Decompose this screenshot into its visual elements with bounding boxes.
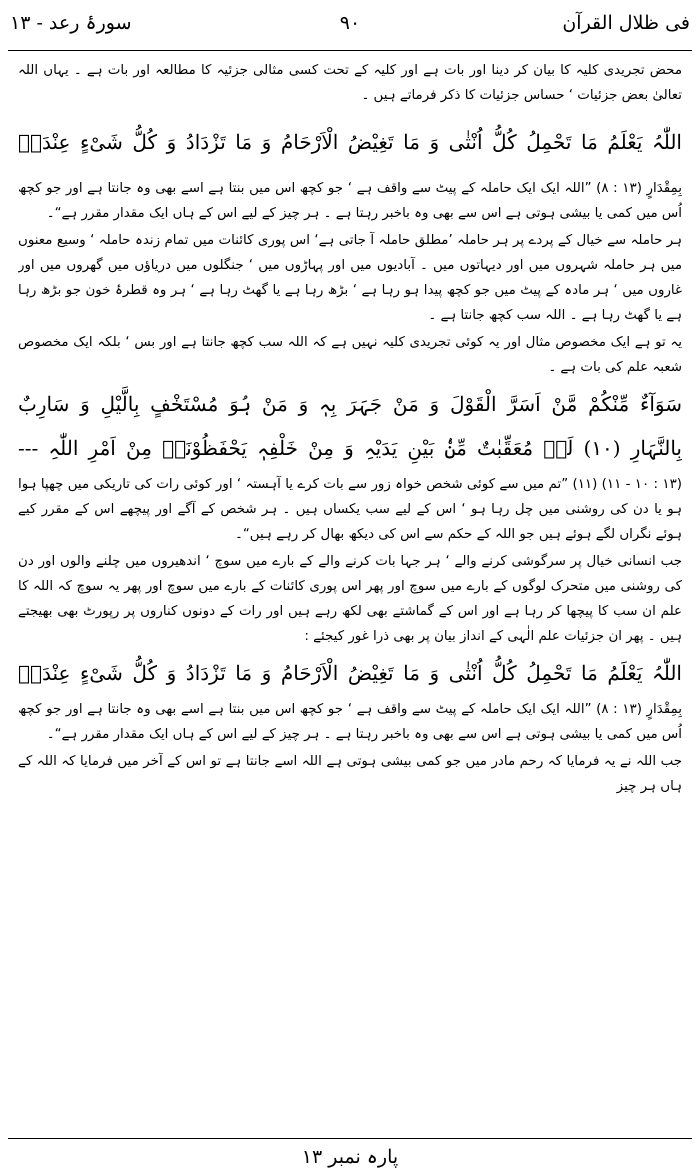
paragraph-8: جب اللہ نے یہ فرمایا کہ رحم مادر میں جو کمی بیشی ہوتی ہے اللہ اسے جانتا ہے تو اس کے آخر میں فرمایا کہ اللہ کے ہاں ہر چیز — [18, 754, 682, 794]
paragraph-3: ہر حاملہ سے خیال کے پردے پر ہر حاملہ ’مطلق حاملہ آ جاتی ہے‘ اس پوری کائنات میں تمام زندہ حاملہ ‘ وسیع معنوں میں ہر حاملہ شہروں میں اور دیہاتوں میں ۔ آبادیوں میں اور پہاڑوں میں ‘ جنگلوں میں دریاؤں میں گھروں میں اور غاروں میں ‘ ہر مادہ کے پیٹ میں جو کچھ پیدا ہو رہا ہے ‘ بڑھ رہا ہے یا گھٹ رہا ہے ‘ ہر وہ قطرۂ خون جو بڑھ رہا ہے یا گھٹ رہا ہے ۔ اللہ سب کچھ جانتا ہے ۔ — [18, 233, 682, 323]
paragraph-7: بِمِقْدَارٍ (۱۳ : ۸) ”اللہ ایک ایک حاملہ کے پیٹ سے واقف ہے ‘ جو کچھ اس میں بنتا ہے اسے بھی وہ جانتا ہے اور جو کچھ اُس میں کمی یا بیشی ہوتی ہے اس سے بھی وہ باخبر رہتا ہے ۔ ہر چیز کے لیے اس کے ہاں ایک مقدار مقرر ہے“۔ — [18, 702, 682, 742]
ayah-8-line-1: اللّٰہُ یَعْلَمُ مَا تَحْمِلُ کُلُّ اُنْثٰی وَ مَا تَغِیْضُ الْاَرْحَامُ وَ مَا تَزْدَادُ وَ کُلُّ شَیْءٍ عِنْدَہٗ — [18, 130, 682, 154]
paragraph-5: (۱۳ : ۱۰ - ۱۱) (۱۱) ”تم میں سے کوئی شخص خواہ زور سے بات کرے یا آہستہ ‘ اور کوئی رات کی تاریکی میں چھپا ہوا ہو یا دن کی روشنی میں چل رہا ہو ‘ اس کے لیے سب یکساں ہیں ۔ ہر شخص کے آگے اور پیچھے اس کے مقرر کیے ہوئے نگراں لگے ہوئے ہیں جو اللہ کے حکم سے اس کی دیکھ بھال کر رہے ہیں“۔ — [18, 477, 682, 542]
header-rule — [8, 50, 692, 51]
ayah-10-line-2: بِالنَّہَارِ (۱۰) لَہٗ مُعَقِّبٰتٌ مِّنْۢ بَیْنِ یَدَیْہِ وَ مِنْ خَلْفِہٖ یَحْفَظُوْنَہٗ مِنْ اَمْرِ اللّٰہِ --- — [18, 436, 682, 460]
footer-rule — [8, 1138, 692, 1139]
page-number: ۹۰ — [339, 12, 361, 34]
paragraph-1: محض تجریدی کلیہ کا بیان کر دینا اور بات ہے اور کلیہ کے تحت کسی مثالی جزئیہ کا مطالعہ اور بات ہے ۔ یہاں اللہ تعالیٰ بعض جزئیات ‘ حساس جزئیات کا ذکر فرماتے ہیں ۔ — [18, 63, 682, 103]
ayah-8-repeat-line-1: اللّٰہُ یَعْلَمُ مَا تَحْمِلُ کُلُّ اُنْثٰی وَ مَا تَغِیْضُ الْاَرْحَامُ وَ مَا تَزْدَادُ وَ کُلُّ شَیْءٍ عِنْدَہٗ — [18, 661, 682, 685]
ayah-10-line-1: سَوَآءٌ مِّنْکُمْ مَّنْ اَسَرَّ الْقَوْلَ وَ مَنْ جَہَرَ بِہٖ وَ مَنْ ہُوَ مُسْتَخْفٍ بِالَّیْلِ وَ سَارِبٌ — [18, 392, 682, 416]
page-header — [10, 2, 690, 46]
paragraph-6: جب انسانی خیال پر سرگوشی کرنے والے ‘ ہر جہا بات کرنے والے کے بارے میں سوچ ‘ اندھیروں میں چلنے والوں اور دن کی روشنی میں متحرک لوگوں کے بارے میں سوچ اور پھر اس پوری کائنات کے بارے میں سوچ اور پھر یہ سوچ کہ اللہ کا علم ان سب کا پیچھا کر رہا ہے اور اس کے گماشتے بھی لکھ رہے ہیں اور رات کے دونوں کناروں پر رپورٹ بھی بھیجتے ہیں ۔ پھر ان جزئیات علم الٰہی کے انداز بیان پر بھی ذرا غور کیجئے : — [18, 554, 682, 644]
page-body — [18, 58, 682, 1126]
book-title: فی ظلال القرآن — [562, 12, 690, 34]
surah-label: سورۂ رعد - ۱۳ — [10, 12, 132, 34]
juz-footer: پارہ نمبر ۱۳ — [301, 1146, 399, 1168]
paragraph-2: بِمِقْدَارٍ (۱۳ : ۸) ”اللہ ایک ایک حاملہ کے پیٹ سے واقف ہے ‘ جو کچھ اس میں بنتا ہے اسے بھی وہ جانتا ہے اور جو کچھ اُس میں کمی یا بیشی ہوتی ہے اس سے بھی وہ باخبر رہتا ہے ۔ ہر چیز کے لیے اس کے ہاں ایک مقدار مقرر ہے“۔ — [18, 181, 682, 221]
paragraph-4: یہ تو ہے ایک مخصوص مثال اور یہ کوئی تجریدی کلیہ نہیں ہے کہ اللہ سب کچھ جانتا ہے اور بس ‘ بلکہ ایک مخصوص شعبہ علم کی بات ہے ۔ — [18, 335, 682, 375]
